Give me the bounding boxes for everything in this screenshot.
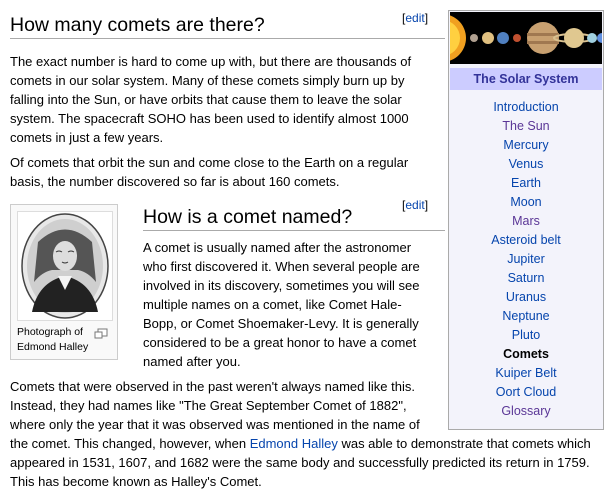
paragraph [10, 153, 440, 191]
text-line: The exact number is hard to come up with, but there are thousands of [10, 54, 412, 69]
text-line: Instead, they had names like "The Great September Comet of 1882", [10, 398, 407, 413]
text-line: named after you. [143, 354, 241, 369]
text-line: falling into the Sun, or have orbits that cause them to leave the solar [10, 92, 402, 107]
caption-link[interactable]: Edmond Halley [17, 341, 89, 353]
navbox-item-glossary[interactable]: Glossary [501, 404, 551, 418]
text-line: basis, the number discovered so far is about 160 comets. [10, 174, 340, 189]
text-line: who first discovered it. When several people are [143, 259, 420, 274]
planets-icon [450, 12, 602, 64]
edit-link[interactable]: edit [405, 11, 425, 25]
edmond-halley-link[interactable]: Edmond Halley [249, 436, 338, 451]
text-line: system. The spacecraft SOHO has been used to identify almost 1000 [10, 111, 409, 126]
navbox-item-uranus[interactable]: Uranus [505, 290, 547, 304]
text-line: comets in our solar system. Many of these comets simply burn up by [10, 73, 405, 88]
text-line: the comet. This changed, however, when [10, 436, 250, 451]
navbox-item-comets: Comets [503, 347, 549, 361]
edit-link-wrapper: [edit] [402, 198, 429, 212]
navbox-item-venus[interactable]: Venus [508, 157, 544, 171]
text-line: Comets that were observed in the past weren't always named like this. [10, 379, 415, 394]
navbox-item-asteroid-belt[interactable]: Asteroid belt [491, 233, 561, 247]
text-line: considered to be a great honor to have a comet [143, 335, 417, 350]
solar-system-navbox [448, 10, 604, 430]
navbox-list [449, 98, 603, 421]
text-line: multiple names on a comet, like Comet Hale- [143, 297, 402, 312]
section-heading-how-many: How many comets are there? [10, 12, 445, 39]
text-line: comets in just a few years. [10, 130, 164, 145]
text-line: A comet is usually named after the astronomer [143, 240, 412, 255]
navbox-item-neptune[interactable]: Neptune [502, 309, 550, 323]
navbox-item-jupiter[interactable]: Jupiter [507, 252, 545, 266]
thumbnail-caption [17, 325, 97, 355]
thumbnail-figure [10, 204, 118, 360]
paragraph [10, 52, 440, 147]
navbox-title: The Solar System [450, 68, 602, 90]
text-line: appeared in 1531, 1607, and 1682 were the same body and successfully predicted its return in 1759. [10, 455, 590, 470]
portrait-engraving-icon [18, 212, 112, 320]
text-line: involved in its discovery, sometimes you will see [143, 278, 420, 293]
section-heading-how-named: How is a comet named? [143, 204, 445, 231]
edit-link-wrapper: [edit] [402, 11, 429, 25]
navbox-item-earth[interactable]: Earth [511, 176, 541, 190]
text-line: Bopp, or Comet Shoemaker-Levy. It is generally [143, 316, 419, 331]
navbox-item-moon[interactable]: Moon [510, 195, 542, 209]
portrait-image[interactable] [17, 211, 113, 321]
navbox-item-introduction[interactable]: Introduction [493, 100, 559, 114]
navbox-item-saturn[interactable]: Saturn [507, 271, 545, 285]
enlarge-icon[interactable] [94, 327, 108, 339]
navbox-item-mercury[interactable]: Mercury [503, 138, 549, 152]
navbox-item-kuiper-belt[interactable]: Kuiper Belt [495, 366, 557, 380]
text-line: This has become known as Halley's Comet. [10, 474, 262, 489]
text-line: where only the year that it was observed was mentioned in the name of [10, 417, 420, 432]
navbox-item-mars[interactable]: Mars [512, 214, 540, 228]
paragraph [143, 238, 443, 371]
caption-line: Photograph of [17, 326, 83, 338]
planets-banner-image[interactable] [450, 12, 602, 64]
navbox-item-pluto[interactable]: Pluto [511, 328, 541, 342]
navbox-item-oort-cloud[interactable]: Oort Cloud [495, 385, 557, 399]
text-line: Of comets that orbit the sun and come close to the Earth on a regular [10, 155, 409, 170]
text-line: was able to demonstrate that comets which [337, 436, 591, 451]
edit-link[interactable]: edit [405, 198, 425, 212]
navbox-item-the-sun[interactable]: The Sun [502, 119, 550, 133]
